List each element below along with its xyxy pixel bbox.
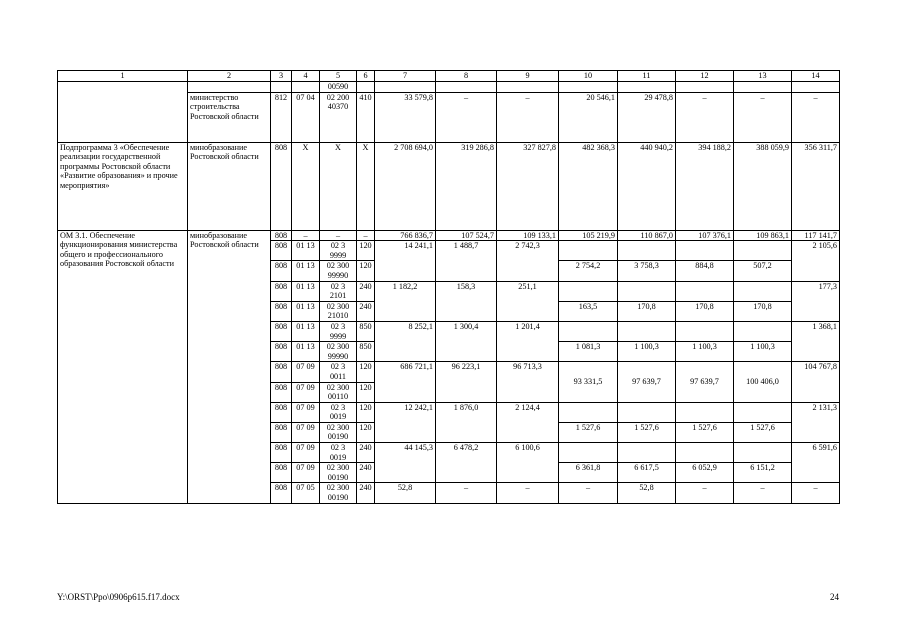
header-cell: 12	[676, 71, 734, 82]
table-cell: 2 708 694,0	[375, 142, 436, 230]
table-cell: 1 527,6	[676, 422, 734, 442]
table-cell	[676, 281, 734, 301]
table-cell	[559, 443, 618, 463]
table-cell: 97 639,7	[676, 362, 734, 402]
table-cell: 808	[271, 321, 292, 341]
table-cell: –	[357, 230, 375, 241]
table-cell: X	[292, 142, 320, 230]
table-cell: ОМ 3.1. Обеспечение функционирования министерства общего и профессионального образования Ростовской области	[58, 230, 188, 503]
table-cell: 109 863,1	[734, 230, 792, 241]
table-cell: 440 940,2	[618, 142, 676, 230]
table-cell: 02 300 99990	[320, 261, 357, 281]
table-cell	[618, 281, 676, 301]
table-row	[58, 142, 840, 230]
table-cell: 120	[357, 261, 375, 281]
table-cell	[734, 443, 792, 463]
table-cell: 1 100,3	[734, 342, 792, 362]
table-cell: 808	[271, 443, 292, 463]
header-cell: 13	[734, 71, 792, 82]
table-cell: 44 145,3	[375, 443, 436, 483]
table-cell: 808	[271, 142, 292, 230]
table-cell	[436, 82, 497, 93]
table-cell: 02 3 0019	[320, 402, 357, 422]
table-cell: 6 052,9	[676, 463, 734, 483]
table-cell: 1 182,2	[375, 281, 436, 321]
table-cell: 808	[271, 281, 292, 301]
table-cell	[618, 241, 676, 261]
table-cell	[734, 321, 792, 341]
table-cell: 240	[357, 463, 375, 483]
table-cell: 1 876,0	[436, 402, 497, 442]
table-cell: 1 100,3	[676, 342, 734, 362]
table-cell: 2 742,3	[497, 241, 559, 281]
table-cell: 1 527,6	[734, 422, 792, 442]
table-cell: 29 478,8	[618, 92, 676, 142]
document-path: Y:\ORST\Ppo\0906p615.f17.docx	[57, 592, 180, 602]
table-cell: 02 3 9999	[320, 321, 357, 341]
table-cell: 07 09	[292, 463, 320, 483]
table-cell: 97 639,7	[618, 362, 676, 402]
header-cell: 9	[497, 71, 559, 82]
table-cell: –	[734, 92, 792, 142]
table-cell: 117 141,7	[792, 230, 840, 241]
table-cell: 6 478,2	[436, 443, 497, 483]
table-cell	[676, 402, 734, 422]
table-cell: –	[559, 483, 618, 503]
table-cell: 52,8	[618, 483, 676, 503]
table-cell	[559, 82, 618, 93]
table-cell: –	[320, 230, 357, 241]
table-cell: 1 368,1	[792, 321, 840, 361]
table-cell	[618, 321, 676, 341]
table-cell: 170,8	[618, 301, 676, 321]
table-cell: 808	[271, 402, 292, 422]
table-cell: –	[292, 230, 320, 241]
table-cell: 14 241,1	[375, 241, 436, 281]
table-cell: минобразование Ростовской области	[188, 230, 271, 503]
table-cell: 356 311,7	[792, 142, 840, 230]
table-cell: 120	[357, 402, 375, 422]
table-cell: 1 488,7	[436, 241, 497, 281]
table-cell	[497, 82, 559, 93]
table-cell: 02 3 9999	[320, 241, 357, 261]
header-cell: 7	[375, 71, 436, 82]
table-cell	[618, 402, 676, 422]
table-cell: 808	[271, 382, 292, 402]
table-cell: 07 04	[292, 92, 320, 142]
table-cell	[357, 82, 375, 93]
table-row	[58, 230, 840, 241]
table-cell: 163,5	[559, 301, 618, 321]
table-cell: 120	[357, 362, 375, 382]
table-cell: 170,8	[734, 301, 792, 321]
header-cell: 11	[618, 71, 676, 82]
table-cell	[559, 402, 618, 422]
table-cell: 2 131,3	[792, 402, 840, 442]
table-cell: 1 081,3	[559, 342, 618, 362]
table-cell: 12 242,1	[375, 402, 436, 442]
table-cell: 100 406,0	[734, 362, 792, 402]
table-cell: 2 105,6	[792, 241, 840, 281]
table-cell: 850	[357, 321, 375, 341]
table-cell: 6 100,6	[497, 443, 559, 483]
table-cell: 808	[271, 342, 292, 362]
table-cell: 6 151,2	[734, 463, 792, 483]
table-cell: 07 05	[292, 483, 320, 503]
table-cell: 394 188,2	[676, 142, 734, 230]
table-cell: 01 13	[292, 321, 320, 341]
table-cell: 20 546,1	[559, 92, 618, 142]
header-cell: 10	[559, 71, 618, 82]
header-cell: 1	[58, 71, 188, 82]
table-cell: 96 713,3	[497, 362, 559, 402]
table-row	[58, 82, 840, 93]
table-cell: X	[357, 142, 375, 230]
table-cell	[792, 82, 840, 93]
table-cell: 02 300 00190	[320, 483, 357, 503]
table-cell: 107 524,7	[436, 230, 497, 241]
table-cell	[559, 241, 618, 261]
table-cell: 812	[271, 92, 292, 142]
table-cell	[734, 82, 792, 93]
table-cell: 482 368,3	[559, 142, 618, 230]
table-cell: 02 300 00110	[320, 382, 357, 402]
table-cell: 02 3 2101	[320, 281, 357, 301]
table-cell: 388 059,9	[734, 142, 792, 230]
table-cell: –	[676, 483, 734, 503]
table-cell: –	[497, 92, 559, 142]
table-cell: 240	[357, 443, 375, 463]
table-cell: 850	[357, 342, 375, 362]
table-cell: минобразование Ростовской области	[188, 142, 271, 230]
table-cell	[375, 82, 436, 93]
table-cell: 884,8	[676, 261, 734, 281]
table-cell: министерство строительства Ростовской области	[188, 92, 271, 142]
table-cell: 686 721,1	[375, 362, 436, 402]
table-cell: 410	[357, 92, 375, 142]
table-cell: 808	[271, 483, 292, 503]
header-cell: 3	[271, 71, 292, 82]
table-cell	[734, 241, 792, 261]
table-cell: –	[792, 92, 840, 142]
table-cell: X	[320, 142, 357, 230]
table-cell: 170,8	[676, 301, 734, 321]
table-cell: 00590	[320, 82, 357, 93]
table-cell: 2 124,4	[497, 402, 559, 442]
table-cell: 01 13	[292, 241, 320, 261]
table-cell: 01 13	[292, 281, 320, 301]
header-cell: 5	[320, 71, 357, 82]
table-cell	[618, 82, 676, 93]
table-cell: –	[734, 483, 792, 503]
table-cell: –	[676, 92, 734, 142]
table-cell: 07 09	[292, 443, 320, 463]
table-cell: 33 579,8	[375, 92, 436, 142]
table-cell	[734, 402, 792, 422]
table-cell: 02 300 00190	[320, 422, 357, 442]
table-cell: 808	[271, 241, 292, 261]
table-cell: 109 133,1	[497, 230, 559, 241]
table-cell: –	[436, 483, 497, 503]
table-cell: –	[792, 483, 840, 503]
table-cell: 158,3	[436, 281, 497, 321]
table-cell	[559, 321, 618, 341]
table-cell: 766 836,7	[375, 230, 436, 241]
table-cell: 808	[271, 463, 292, 483]
page-number: 24	[830, 592, 839, 602]
table-cell: Подпрограмма 3 «Обеспечение реализации государственной программы Ростовской области «Развитие образования» и прочие мероприятия»	[58, 142, 188, 230]
header-cell: 6	[357, 71, 375, 82]
table-cell: 96 223,1	[436, 362, 497, 402]
table-cell: 177,3	[792, 281, 840, 321]
table-cell: 07 09	[292, 362, 320, 382]
table-cell: 808	[271, 301, 292, 321]
table-cell: 2 754,2	[559, 261, 618, 281]
table-cell	[292, 82, 320, 93]
table-cell: 120	[357, 382, 375, 402]
table-cell: 120	[357, 241, 375, 261]
table-cell	[188, 82, 271, 93]
table-cell: 120	[357, 422, 375, 442]
table-cell: 07 09	[292, 382, 320, 402]
table-cell: 107 376,1	[676, 230, 734, 241]
table-cell	[271, 82, 292, 93]
table-cell: 02 200 40370	[320, 92, 357, 142]
table-cell: 104 767,8	[792, 362, 840, 402]
table-cell: 105 219,9	[559, 230, 618, 241]
header-cell: 2	[188, 71, 271, 82]
table-cell: 07 09	[292, 402, 320, 422]
table-cell	[559, 281, 618, 301]
table-cell: 110 867,0	[618, 230, 676, 241]
table-cell: 52,8	[375, 483, 436, 503]
table-cell: 02 300 00190	[320, 463, 357, 483]
table-cell: 808	[271, 362, 292, 382]
table-cell: 1 300,4	[436, 321, 497, 361]
table-cell: 3 758,3	[618, 261, 676, 281]
table-cell: 6 617,5	[618, 463, 676, 483]
table-cell: 8 252,1	[375, 321, 436, 361]
table-cell: 93 331,5	[559, 362, 618, 402]
table-cell: 240	[357, 301, 375, 321]
table-cell: 808	[271, 261, 292, 281]
table-cell: 808	[271, 422, 292, 442]
table-cell: –	[436, 92, 497, 142]
header-cell: 14	[792, 71, 840, 82]
table-cell	[676, 443, 734, 463]
table-cell	[676, 82, 734, 93]
table-cell: 02 300 21010	[320, 301, 357, 321]
table-cell: 1 201,4	[497, 321, 559, 361]
budget-table	[57, 70, 840, 504]
table-cell: 1 100,3	[618, 342, 676, 362]
table-cell: 6 361,8	[559, 463, 618, 483]
table-cell: 1 527,6	[559, 422, 618, 442]
table-cell	[676, 241, 734, 261]
table-cell: 02 3 0019	[320, 443, 357, 463]
table-cell: 01 13	[292, 301, 320, 321]
header-cell: 8	[436, 71, 497, 82]
table-cell	[734, 281, 792, 301]
table-cell: 01 13	[292, 342, 320, 362]
table-cell: 319 286,8	[436, 142, 497, 230]
table-cell: 507,2	[734, 261, 792, 281]
header-cell: 4	[292, 71, 320, 82]
table-cell: 240	[357, 281, 375, 301]
table-cell: 808	[271, 230, 292, 241]
table-cell	[618, 443, 676, 463]
table-cell: 02 3 0011	[320, 362, 357, 382]
table-cell: 01 13	[292, 261, 320, 281]
table-cell: 1 527,6	[618, 422, 676, 442]
table-cell: 6 591,6	[792, 443, 840, 483]
table-cell	[676, 321, 734, 341]
table-cell: –	[497, 483, 559, 503]
table-cell	[58, 82, 188, 143]
table-cell: 240	[357, 483, 375, 503]
table-cell: 251,1	[497, 281, 559, 321]
table-cell: 02 300 99990	[320, 342, 357, 362]
table-cell: 327 827,8	[497, 142, 559, 230]
header-row	[58, 71, 840, 82]
table-cell: 07 09	[292, 422, 320, 442]
